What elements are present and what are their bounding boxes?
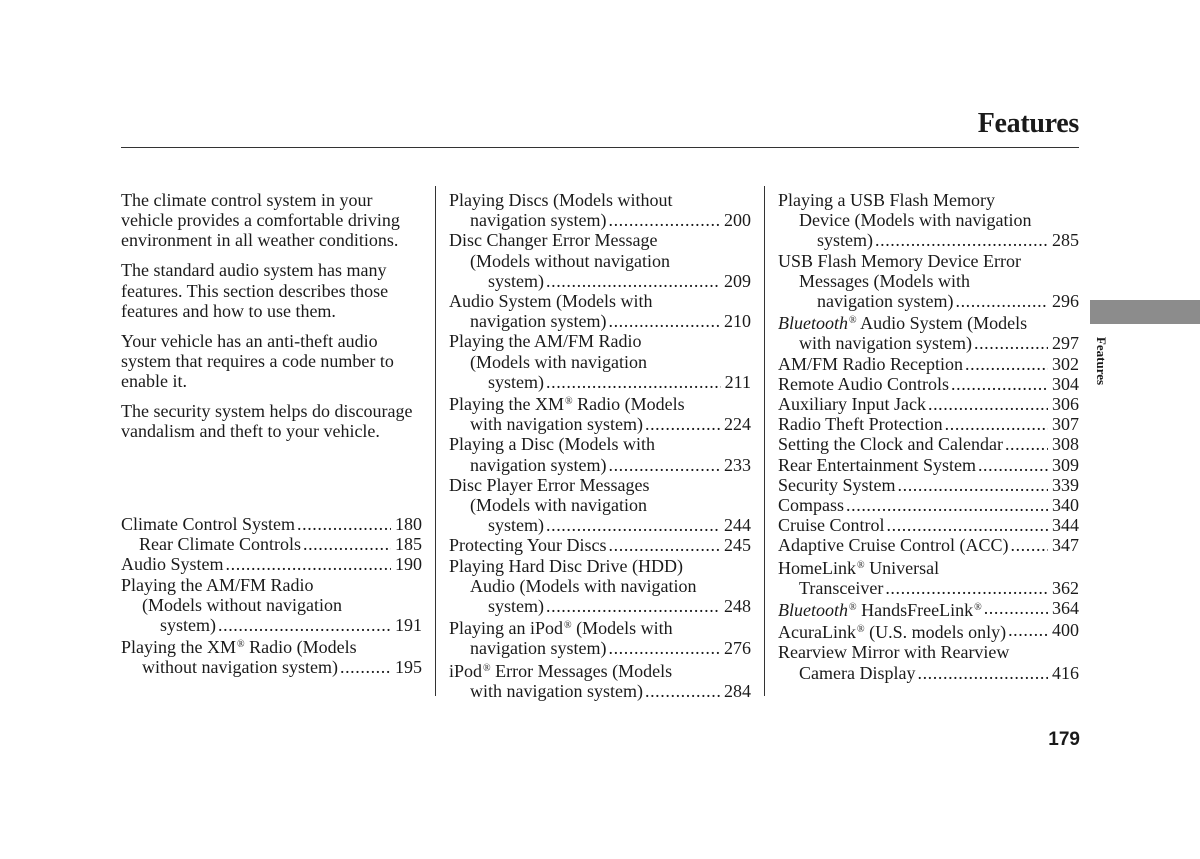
toc-page-number: 209	[724, 270, 751, 291]
toc-entry-title-cont: Device (Models with navigation	[799, 210, 1032, 231]
toc-entry[interactable]	[778, 434, 1079, 454]
intro-paragraph: The security system helps do discourage vandalism and theft to your vehicle.	[121, 401, 413, 442]
toc-entry[interactable]	[121, 514, 422, 534]
toc-entry-title: Protecting Your Discs	[449, 535, 607, 556]
toc-entry-title: Playing the AM/FM Radio	[449, 331, 642, 352]
leader-dots	[885, 578, 1048, 598]
registered-mark: ®	[974, 602, 982, 614]
toc-page-number: 285	[1052, 230, 1079, 251]
toc-entry-title: Bluetooth® HandsFreeLink®	[778, 600, 982, 621]
toc-entry[interactable]	[778, 598, 1079, 620]
toc-entry-title: Rear Climate Controls	[139, 534, 301, 555]
toc-entry-title: Playing Discs (Models without	[449, 190, 673, 210]
toc-entry[interactable]	[449, 190, 751, 230]
toc-entry-title-cont: navigation system)	[470, 638, 607, 659]
toc-entry-title-cont: system)	[488, 270, 544, 291]
leader-dots	[965, 354, 1048, 374]
toc-entry[interactable]	[449, 556, 751, 617]
leader-dots	[645, 414, 720, 434]
toc-entry-title-cont: navigation system)	[470, 311, 607, 332]
leader-dots	[218, 615, 391, 635]
toc-entry[interactable]	[778, 515, 1079, 535]
toc-entry[interactable]	[449, 291, 751, 331]
toc-entry-title: Climate Control System	[121, 514, 295, 534]
toc-entry-title: Audio System (Models with	[449, 291, 653, 312]
leader-dots	[608, 210, 720, 230]
toc-page-number: 245	[724, 535, 751, 556]
registered-mark: ®	[856, 624, 865, 636]
toc-page-number: 307	[1052, 414, 1079, 435]
toc-entry-title-cont: navigation system)	[470, 210, 607, 231]
column-divider	[435, 186, 436, 696]
toc-entry[interactable]	[449, 434, 751, 474]
toc-entry[interactable]	[121, 635, 422, 677]
toc-entry-title: Compass	[778, 495, 845, 516]
leader-dots	[1008, 620, 1048, 642]
toc-entry-title: Remote Audio Controls	[778, 373, 949, 394]
toc-entry[interactable]	[778, 475, 1079, 495]
toc-entry[interactable]	[778, 251, 1079, 312]
toc-entry-title: Rear Entertainment System	[778, 454, 976, 475]
toc-entry-title-cont: with navigation system)	[470, 680, 643, 701]
toc-entry-title-cont: (Models with navigation	[470, 351, 647, 372]
column-1	[121, 190, 422, 678]
toc-page-number: 200	[724, 210, 751, 231]
toc-entry-title-cont: without navigation system)	[142, 657, 338, 678]
toc-entry-title-cont: (Models without navigation	[470, 250, 670, 271]
toc-entry[interactable]	[778, 311, 1079, 353]
toc-entry[interactable]	[778, 535, 1079, 555]
toc-entry-title-cont: system)	[160, 615, 216, 636]
toc-list	[778, 190, 1079, 683]
registered-mark: ®	[849, 602, 857, 614]
toc-entry-title: Rearview Mirror with Rearview	[778, 642, 1010, 663]
registered-mark: ®	[857, 559, 865, 571]
intro-paragraph: Your vehicle has an anti-theft audio system that requires a code number to enable it.	[121, 330, 394, 392]
leader-dots	[974, 333, 1048, 353]
toc-page-number: 284	[724, 680, 751, 701]
leader-dots	[546, 515, 720, 535]
toc-entry[interactable]	[449, 230, 751, 291]
registered-mark: ®	[564, 620, 572, 632]
toc-page-number: 276	[724, 638, 751, 659]
toc-entry-title: Security System	[778, 474, 896, 495]
column-3	[778, 190, 1079, 683]
toc-entry-title-cont: navigation system)	[817, 291, 954, 312]
toc-entry-title: HomeLink® Universal	[778, 557, 940, 578]
toc-entry-title-cont: system)	[488, 596, 544, 617]
toc-entry-title-cont: system)	[817, 230, 873, 251]
toc-entry-title: Playing a USB Flash Memory	[778, 190, 996, 210]
leader-dots	[898, 475, 1049, 495]
leader-dots	[546, 596, 720, 616]
toc-page-number: 248	[724, 596, 751, 617]
toc-entry[interactable]	[449, 331, 751, 392]
leader-dots	[608, 455, 720, 475]
leader-dots	[303, 534, 391, 554]
toc-entry[interactable]	[778, 642, 1079, 682]
toc-entry[interactable]	[778, 414, 1079, 434]
toc-page-number: 347	[1052, 535, 1079, 556]
toc-entry[interactable]	[778, 455, 1079, 475]
leader-dots	[226, 554, 391, 574]
toc-entry-title: Adaptive Cruise Control (ACC)	[778, 535, 1009, 556]
leader-dots	[297, 514, 391, 534]
toc-page-number: 308	[1052, 434, 1079, 455]
toc-page-number: 195	[395, 657, 422, 678]
toc-entry-title: iPod® Error Messages (Models	[449, 660, 673, 681]
leader-dots	[1005, 434, 1048, 454]
toc-entry[interactable]	[778, 354, 1079, 374]
toc-entry[interactable]	[449, 616, 751, 658]
toc-list	[449, 190, 751, 701]
section-thumb-tab[interactable]	[1090, 300, 1200, 324]
toc-entry-title: Disc Changer Error Message	[449, 230, 658, 251]
toc-entry-title: Auxiliary Input Jack	[778, 394, 926, 415]
toc-entry-title-cont: with navigation system)	[799, 333, 972, 354]
toc-entry-title: Playing Hard Disc Drive (HDD)	[449, 555, 683, 576]
toc-entry-title-cont: Transceiver	[799, 577, 884, 598]
toc-entry[interactable]	[778, 374, 1079, 394]
toc-entry-title: Bluetooth® Audio System (Models	[778, 313, 1028, 334]
leader-dots	[340, 657, 391, 677]
leader-dots	[608, 311, 720, 331]
toc-entry-title: AcuraLink® (U.S. models only)	[778, 622, 1007, 643]
registered-mark: ®	[849, 315, 857, 327]
toc-page-number: 185	[395, 534, 422, 555]
toc-page-number: 296	[1052, 291, 1079, 312]
leader-dots	[917, 663, 1048, 683]
toc-entry-title: Playing an iPod® (Models with	[449, 618, 673, 639]
toc-list	[121, 514, 422, 678]
toc-entry[interactable]	[449, 475, 751, 536]
column-2	[449, 190, 751, 701]
leader-dots	[546, 372, 721, 392]
toc-entry[interactable]	[449, 659, 751, 701]
toc-page-number: 210	[724, 311, 751, 332]
toc-entry-title: Playing a Disc (Models with	[449, 434, 655, 455]
toc-page-number: 306	[1052, 394, 1079, 415]
toc-entry-title: Cruise Control	[778, 515, 885, 536]
leader-dots	[955, 291, 1048, 311]
toc-entry[interactable]	[449, 392, 751, 434]
header-rule	[121, 147, 1079, 148]
toc-page-number: 344	[1052, 515, 1079, 536]
toc-entry-title-cont: Audio (Models with navigation	[470, 575, 697, 596]
leader-dots	[608, 638, 720, 658]
toc-entry[interactable]	[778, 556, 1079, 598]
toc-entry-title: Setting the Clock and Calendar	[778, 434, 1003, 455]
toc-entry[interactable]	[449, 535, 751, 555]
toc-entry-title-cont: Messages (Models with	[799, 270, 970, 291]
toc-page-number: 191	[395, 615, 422, 636]
registered-mark: ®	[237, 639, 245, 651]
intro-paragraph: The climate control system in your vehicle provides a comfortable driving environment in all weather conditions.	[121, 190, 400, 251]
section-side-label	[1090, 330, 1112, 392]
leader-dots	[609, 535, 720, 555]
toc-entry-title: Audio System	[121, 554, 224, 575]
toc-entry[interactable]	[121, 554, 422, 574]
toc-page-number: 340	[1052, 495, 1079, 516]
toc-entry-title: Playing the XM® Radio (Models	[449, 394, 685, 415]
toc-page-number: 339	[1052, 474, 1079, 495]
toc-page-number: 244	[724, 515, 751, 536]
toc-entry-title-cont: (Models without navigation	[142, 594, 342, 615]
leader-dots	[875, 230, 1048, 250]
page-title: Features	[977, 108, 1079, 139]
leader-dots	[928, 394, 1048, 414]
toc-entry[interactable]	[778, 190, 1079, 251]
leader-dots	[978, 455, 1048, 475]
toc-entry-title-cont: Camera Display	[799, 662, 916, 683]
toc-entry-title-cont: system)	[488, 515, 544, 536]
leader-dots	[846, 495, 1048, 515]
toc-page-number: 190	[395, 554, 422, 575]
intro-paragraph: The standard audio system has many features. This section describes those features and how to use them.	[121, 260, 389, 321]
leader-dots	[546, 271, 720, 291]
toc-page-number: 233	[724, 454, 751, 475]
intro-text	[121, 190, 422, 442]
toc-page-number: 400	[1052, 620, 1079, 641]
leader-dots	[951, 374, 1048, 394]
leader-dots	[1010, 535, 1048, 555]
toc-entry-title: Playing the AM/FM Radio	[121, 574, 314, 595]
page-number: 179	[1048, 729, 1080, 750]
toc-entry-title-cont: system)	[488, 371, 544, 392]
toc-page-number: 309	[1052, 454, 1079, 475]
toc-page-number: 416	[1052, 662, 1079, 683]
toc-entry[interactable]	[778, 394, 1079, 414]
toc-entry-title: Playing the XM® Radio (Models	[121, 637, 357, 658]
leader-dots	[887, 515, 1049, 535]
leader-dots	[984, 598, 1048, 620]
toc-entry[interactable]	[121, 575, 422, 636]
toc-page-number: 302	[1052, 353, 1079, 374]
toc-page-number: 364	[1052, 598, 1079, 619]
toc-page-number: 211	[724, 371, 751, 392]
leader-dots	[645, 681, 720, 701]
registered-mark: ®	[483, 662, 491, 674]
toc-entry-title-cont: with navigation system)	[470, 414, 643, 435]
toc-entry-title-cont: navigation system)	[470, 454, 607, 475]
toc-page-number: 224	[724, 414, 751, 435]
toc-entry-title: AM/FM Radio Reception	[778, 353, 963, 374]
toc-entry-title: Radio Theft Protection	[778, 414, 943, 435]
toc-page-number: 362	[1052, 577, 1079, 598]
toc-entry-title-cont: (Models with navigation	[470, 495, 647, 516]
toc-entry[interactable]	[121, 534, 422, 554]
side-label-text: Features	[1094, 336, 1110, 386]
toc-entry-title: USB Flash Memory Device Error	[778, 250, 1021, 271]
column-divider	[764, 186, 765, 696]
toc-page-number: 180	[395, 514, 422, 534]
toc-entry[interactable]	[778, 495, 1079, 515]
toc-entry-title: Disc Player Error Messages	[449, 474, 650, 495]
leader-dots	[945, 414, 1048, 434]
toc-entry[interactable]	[778, 620, 1079, 642]
registered-mark: ®	[565, 396, 573, 408]
toc-page-number: 304	[1052, 373, 1079, 394]
toc-page-number: 297	[1052, 333, 1079, 354]
